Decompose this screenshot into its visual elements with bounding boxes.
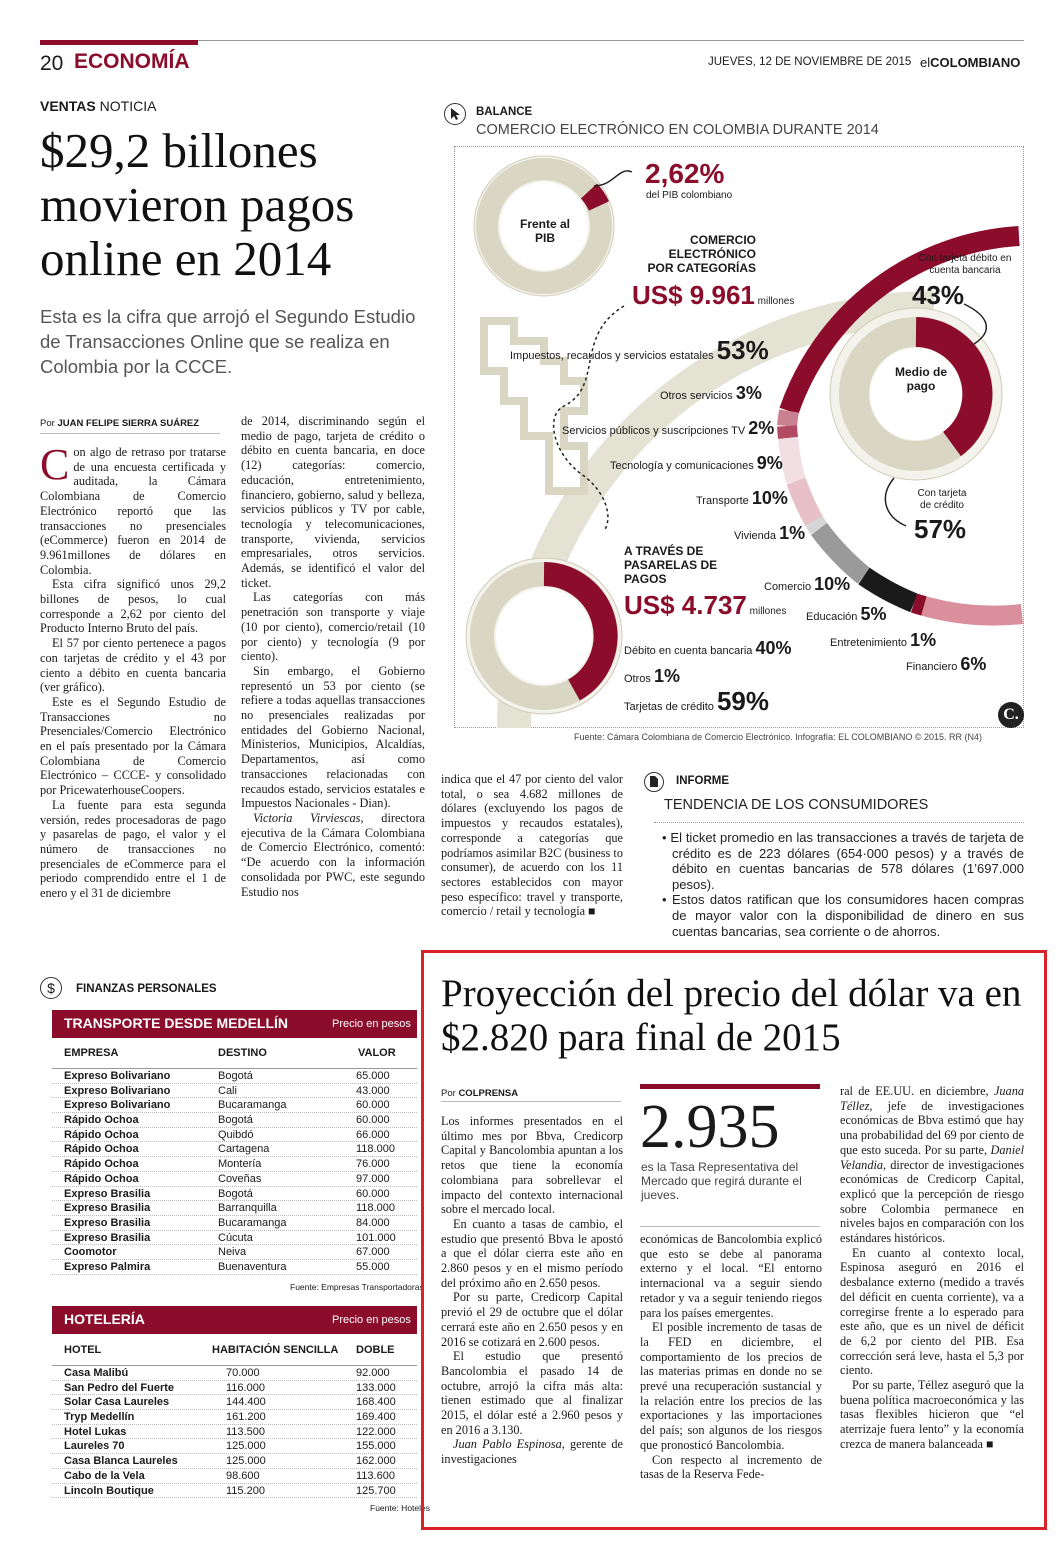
medio-donut-hole [870, 348, 962, 440]
section-accent-bar [40, 40, 198, 45]
pasarelas-donut-hole [496, 588, 592, 684]
pib-label: del PIB colombiano [646, 190, 733, 201]
cat-label-vivienda: Vivienda 1% [734, 523, 806, 543]
cat-label-financiero: Financiero 6% [906, 654, 987, 674]
table-cell: 113.500 [226, 1425, 265, 1438]
table-cell: Hotel Lukas [64, 1425, 127, 1438]
informe-bullets [662, 830, 1024, 939]
article-column-3: indica que el 47 por ciento del valor total, o sea 4.682 millones de dólares (excluyendo los pagos de impuestos y recaudos estatales), corresponde a categorías que podríamos asimilar B2C (business to consumer), de acuerdo con los 11 sectores establecidos con mayor peso específico: travel y transporte, comercio / retail y tecnología ■ [441, 772, 623, 919]
medio-center-label: Medio de pago [894, 365, 947, 393]
cat-label-otros: Otros servicios 3% [660, 383, 762, 403]
table-row [52, 1128, 417, 1143]
table-cell: 125.000 [226, 1455, 266, 1468]
article-column-2: de 2014, discriminando según el medio de pago, tarjeta de crédito o débito en cuenta bancaria, en doce (12) categorías: comercio, educación, entretenimiento, financiero, gobierno, salud y belleza, servicios públicos y TV por cable, tecnología y telecomunicaciones, transporte, vivienda, servicios empresariales, otros servicios. Además, se identificó el valor del ticket. Las categorías con más penetración son transporte y viaje (10 por ciento), comercio/retail (10 por ciento) y tecnología (9 por ciento). Sin embargo, el Gobierno representó un 53 por ciento (se refiere a todas aquellas transacciones no presenciales realizadas por entidades del Gobierno Nacional, Ministerios, Municipios, Alcaldías, Departamentos, así como transacciones relacionadas con recaudos estado, servicios estatales e Impuestos Nacionales - Dian). Victoria Virviescas, directora ejecutiva de la Cámara Colombiana de Comercio Electrónico, comentó: “De acuerdo con la información consolidada por PWC, este segundo Estudio nos [241, 414, 425, 899]
page-number: 20 [40, 52, 64, 75]
table-row [52, 1484, 417, 1499]
cat-label-comercio: Comercio 10% [764, 574, 851, 594]
dolar-column-2: económicas de Bancolombia explicó que esto se debe al panorama externo y el local. “El entorno internacional va a seguir siendo retador y va a seguir teniendo riegos para los países emergentes. El posible incremento de tasas de la FED en diciembre, el comportamiento de los precios de las materias primas en donde no se prevé una recuperación sustancial y la relación entre los precios de las exportaciones y las importaciones del país; son algunos de los riesgos que pronosticó Bancolombia. Con respecto al incremento de tasas de la Reserva Fede- [640, 1232, 822, 1482]
cat-label-transporte: Transporte 10% [696, 488, 788, 508]
table-cell: Expreso Palmira [64, 1260, 151, 1273]
table-row [52, 1381, 417, 1396]
table-cell: Coveñas [218, 1172, 262, 1185]
credito-pointer [885, 478, 906, 526]
article-kicker: VENTAS NOTICIA [40, 98, 157, 114]
debito-value: 43% [912, 280, 965, 310]
table-cell: 168.400 [356, 1396, 396, 1409]
table-cell: Expreso Bolivariano [64, 1070, 171, 1082]
hoteleria-header [52, 1306, 417, 1334]
pib-center-label: Frente al PIB [519, 217, 570, 245]
table-row [52, 1395, 417, 1410]
segment-financiero [924, 606, 1022, 616]
table-cell: Bucaramanga [218, 1216, 287, 1229]
table-row [52, 1187, 417, 1202]
informe-title: TENDENCIA DE LOS CONSUMIDORES [664, 797, 929, 813]
dolar-headline: Proyección del precio del dólar va en $2.820 para final de 2015 [441, 972, 1022, 1059]
credito-value: 57% [914, 514, 967, 544]
issue-date: JUEVES, 12 DE NOVIEMBRE DE 2015 [708, 56, 912, 68]
segment-otros-servicios [787, 411, 789, 426]
table-cell: 118.000 [356, 1143, 395, 1156]
table-cell: Cali [218, 1084, 237, 1097]
hoteleria-table [52, 1343, 417, 1498]
table-cell: 162.000 [356, 1455, 396, 1468]
categorias-title: COMERCIO ELECTRÓNICO POR CATEGORÍAS [647, 233, 756, 275]
table-cell: Montería [218, 1158, 262, 1171]
table-cell: Tryp Medellín [64, 1411, 135, 1424]
table-cell: Buenaventura [218, 1260, 287, 1273]
table-cell: Expreso Brasilia [64, 1202, 151, 1215]
article-subhead: Esta es la cifra que arrojó el Segundo Estudio de Transacciones Online que se realiza en Colombia por la CCCE. [40, 306, 416, 377]
table-cell: Cartagena [218, 1143, 270, 1156]
table-header-row: HOTEL HABITACIÓN SENCILLA DOBLE [64, 1344, 395, 1356]
cat-label-educacion: Educación 5% [806, 604, 887, 624]
graphic-source: Fuente: Cámara Colombiana de Comercio Electrónico. Infografía: EL COLOMBIANO © 2015. RR (N4) [574, 732, 982, 742]
segment-educacion [864, 576, 914, 603]
table-cell: Rápido Ochoa [64, 1172, 139, 1185]
hoteleria-title: HOTELERÍA [64, 1311, 145, 1327]
table-cell: Laureles 70 [64, 1440, 125, 1453]
table-cell: Coomotor [64, 1246, 117, 1259]
graphic-kicker: BALANCE [476, 106, 533, 118]
table-cell: Rápido Ochoa [64, 1143, 139, 1156]
table-cell: 60.000 [356, 1187, 390, 1200]
table-cell: 115.200 [226, 1484, 265, 1497]
table-cell: Bogotá [218, 1114, 253, 1127]
table-cell: 98.600 [226, 1469, 260, 1482]
big-number: 2.935 [640, 1093, 780, 1161]
cat-label-servicios: Servicios públicos y suscripciones TV 2% [562, 418, 775, 438]
table-cell: 101.000 [356, 1231, 396, 1244]
graphic-title: COMERCIO ELECTRÓNICO EN COLOMBIA DURANTE 2014 [476, 122, 879, 138]
table-cell: Expreso Bolivariano [64, 1084, 171, 1097]
transporte-units: Precio en pesos [332, 1018, 411, 1030]
highlight-accent-bar [640, 1084, 820, 1089]
table-cell: 169.400 [356, 1411, 396, 1424]
table-cell: Barranquilla [218, 1202, 277, 1215]
table-cell: Bucaramanga [218, 1099, 287, 1112]
section-name: ECONOMÍA [74, 50, 190, 73]
table-cell: 65.000 [356, 1070, 390, 1082]
pasarela-label-debito: Débito en cuenta bancaria 40% [624, 638, 792, 658]
highlight-rule [640, 1226, 820, 1227]
table-row [52, 1201, 417, 1216]
segment-comercio [819, 529, 864, 576]
dolar-byline: Por COLPRENSA [441, 1088, 519, 1099]
table-cell: Expreso Brasilia [64, 1216, 151, 1229]
table-cell: 60.000 [356, 1099, 390, 1112]
dolar-column-3: ral de EE.UU. en diciembre, Juana Téllez, jefe de investigaciones económicas de Bbva estimó que hay una probabilidad del 69 por ciento de que esto suceda. Por su parte, Daniel Velandia, director de investigaciones económicas de Credicorp Capital, explicó que la percepción de riesgo sobre Colombia permanece en niveles bajos en comparación con los estándares históricos. En cuanto al contexto local, Espinosa aseguró en 2016 el desbalance externo (medido a través del déficit en cuenta corriente), va a corregirse frente a lo esperado para este año, que es un nivel de déficit de 6,2 por ciento del PIB. Esa corrección será leve, hasta el 5,3 por ciento. Por su parte, Téllez aseguró que la buena política macroeconómica y las tasas flexibles hicieron que “el aterrizaje fuera lento” y la economía crezca de manera balanceada ■ [840, 1084, 1024, 1451]
table-cell: Casa Malibú [64, 1367, 129, 1379]
hoteleria-source: Fuente: Hoteles [370, 1503, 431, 1513]
segment-tecnologia [788, 438, 796, 481]
newspaper-brand: elCOLOMBIANO [920, 55, 1021, 70]
transporte-title: TRANSPORTE DESDE MEDELLÍN [64, 1015, 289, 1031]
table-cell: 144.400 [226, 1396, 266, 1409]
table-cell: Solar Casa Laureles [64, 1396, 170, 1409]
table-cell: Expreso Brasilia [64, 1187, 151, 1200]
table-row [52, 1098, 417, 1113]
table-row [52, 1260, 417, 1275]
pasarelas-total: US$ 4.737 millones [624, 590, 787, 620]
table-cell: 125.700 [356, 1484, 396, 1497]
table-cell: 113.600 [356, 1469, 395, 1482]
table-cell: Expreso Brasilia [64, 1231, 151, 1244]
cat-label-entretenimiento: Entretenimiento 1% [830, 630, 937, 650]
cat-label-tecnologia: Tecnología y comunicaciones 9% [610, 453, 783, 473]
table-cell: 76.000 [356, 1158, 390, 1171]
table-row [52, 1366, 417, 1381]
document-icon [644, 772, 664, 792]
segment-entretenimiento [914, 603, 924, 606]
informe-bullet: • Estos datos ratifican que los consumidores hacen compras de mayor valor con la disponibilidad de dinero en sus cuentas bancarias, sea corriente o de ahorros. [662, 892, 1024, 939]
informe-bullet: • El ticket promedio en las transacciones a través de tarjeta de crédito es de 223 dólares (654·000 pesos) y a través de débito en cuentas bancarias de 578 dólares (1’697.000 pesos). [662, 830, 1024, 892]
table-cell: 97.000 [356, 1172, 390, 1185]
table-cell: 55.000 [356, 1260, 390, 1273]
table-row [52, 1410, 417, 1425]
segment-servicios-publicos [787, 426, 788, 438]
cat-label-impuestos: Impuestos, recaudos y servicios estatales 53% [510, 335, 769, 365]
table-cell: Neiva [218, 1246, 247, 1259]
table-cell: Lincoln Boutique [64, 1484, 154, 1497]
dolar-column-1: Los informes presentados en el último mes por Bbva, Credicorp Capital y Bancolombia apuntan a los retos que tiene la economía colombiana para sobrellevar el impacto del contexto internacional sobre el mercado local. En cuanto a tasas de cambio, el estudio que presentó Bbva le apostó a que el dólar cierra este año en 2.860 pesos y en el mismo período del próximo año en 2.650 pesos. Por su parte, Credicorp Capital previó el 29 de octubre que el dólar cerrará este año en 2.650 pesos y en 2016 se cotizará en 2.600 pesos. El estudio que presentó Bancolombia el pasado 14 de octubre, arrojó la cifra más alta: tienen estimado que al finalizar 2015, el dólar esté a 2.960 pesos y en 2016 a 3.130. Juan Pablo Espinosa, gerente de investigaciones [441, 1114, 623, 1467]
segment-vivienda [814, 521, 819, 529]
cursor-icon [444, 103, 466, 125]
table-cell: Expreso Bolivariano [64, 1099, 171, 1112]
table-row [52, 1113, 417, 1128]
table-cell: Cúcuta [218, 1231, 253, 1244]
finanzas-kicker: FINANZAS PERSONALES [76, 983, 217, 995]
table-cell: 66.000 [356, 1128, 390, 1141]
dolar-byline-rule [441, 1101, 621, 1102]
big-number-caption: es la Tasa Representativa del Mercado que regirá durante el jueves. [641, 1160, 802, 1202]
table-cell: Quibdó [218, 1128, 254, 1141]
table-row [52, 1172, 417, 1187]
table-cell: Rápido Ochoa [64, 1128, 139, 1141]
table-row [52, 1216, 417, 1231]
transporte-source: Fuente: Empresas Transportadoras [290, 1282, 424, 1292]
table-cell: Rápido Ochoa [64, 1158, 139, 1171]
table-cell: San Pedro del Fuerte [64, 1381, 175, 1394]
table-cell: 122.000 [356, 1425, 396, 1438]
transporte-table [52, 1046, 417, 1275]
dropcap: C [40, 440, 70, 489]
table-cell: Casa Blanca Laureles [64, 1455, 178, 1468]
table-cell: 155.000 [356, 1440, 396, 1453]
table-cell: Bogotá [218, 1187, 253, 1200]
byline-rule [40, 433, 220, 434]
categorias-total: US$ 9.961 millones [632, 280, 795, 310]
table-row [52, 1454, 417, 1469]
table-row [52, 1231, 417, 1246]
article-byline: Por JUAN FELIPE SIERRA SUÁREZ [40, 418, 200, 429]
transporte-header [52, 1010, 417, 1038]
newspaper-logo: C. [998, 702, 1024, 728]
table-cell: 116.000 [226, 1381, 265, 1394]
hoteleria-rows [52, 1365, 417, 1498]
table-cell: Bogotá [218, 1070, 253, 1082]
article-column-1: Con algo de retraso por tratarse de una encuesta certificada y auditada, la Cámara Colombiana de Comercio Electrónico reportó que las transacciones no presenciales (eCommerce) fueron en 2014 de 9.961millones de dólares en Colombia. Esta cifra significó unos 29,2 billones de pesos, lo cual corresponde a 2,62 por ciento del Producto Interno Bruto del país. El 57 por ciento pertenece a pagos con tarjetas de crédito y el 43 por ciento a débito en cuenta bancaria (ver gráfico). Este es el Segundo Estudio de Transacciones no Presenciales/Comercio Electrónico en el país presentado por la Cámara Colombiana de Comercio Electrónico – CCCE- y consolidado por PricewaterhouseCoopers. La fuente para esta segunda versión, redes procesadoras de pago y pasarelas de pago, el valor y el número de transacciones no presenciales de eCommerce para el periodo comprendido entre el 1 de enero y el 31 de diciembre [40, 440, 226, 901]
article-headline: $29,2 billones movieron pagos online en 2014 [40, 123, 355, 286]
segment-transporte [796, 481, 814, 521]
table-cell: 70.000 [226, 1367, 260, 1379]
table-row [52, 1469, 417, 1484]
informe-rule [654, 822, 1024, 823]
table-cell: Rápido Ochoa [64, 1114, 139, 1127]
table-row [52, 1084, 417, 1099]
table-cell: 161.200 [226, 1411, 266, 1424]
dollar-icon: $ [40, 977, 62, 999]
table-cell: 43.000 [356, 1084, 390, 1097]
table-row [52, 1425, 417, 1440]
transporte-rows [52, 1068, 417, 1275]
table-header-row: EMPRESA DESTINO VALOR [64, 1047, 396, 1059]
hoteleria-units: Precio en pesos [332, 1314, 411, 1326]
pib-donut-slice [589, 191, 599, 206]
table-row [52, 1439, 417, 1454]
informe-kicker: INFORME [676, 775, 730, 787]
debito-label: Con tarjeta débito en cuenta bancaria [918, 253, 1012, 276]
table-cell: 60.000 [356, 1114, 390, 1127]
table-row [52, 1157, 417, 1172]
table-row [52, 1142, 417, 1157]
pasarelas-title: A TRAVÉS DE PASARELAS DE PAGOS [624, 544, 718, 586]
table-cell: 92.000 [356, 1367, 390, 1379]
table-cell: 67.000 [356, 1246, 390, 1259]
table-cell: 125.000 [226, 1440, 266, 1453]
pib-percent: 2,62% [645, 158, 725, 189]
table-row [52, 1069, 417, 1084]
table-cell: 84.000 [356, 1216, 390, 1229]
table-row [52, 1245, 417, 1260]
credito-label: Con tarjeta de crédito [917, 488, 967, 511]
table-cell: 118.000 [356, 1202, 395, 1215]
table-cell: 133.000 [356, 1381, 396, 1394]
pasarela-label-otros: Otros 1% [624, 666, 680, 686]
table-cell: Cabo de la Vela [64, 1469, 145, 1482]
pasarela-label-credito: Tarjetas de crédito 59% [624, 686, 769, 716]
